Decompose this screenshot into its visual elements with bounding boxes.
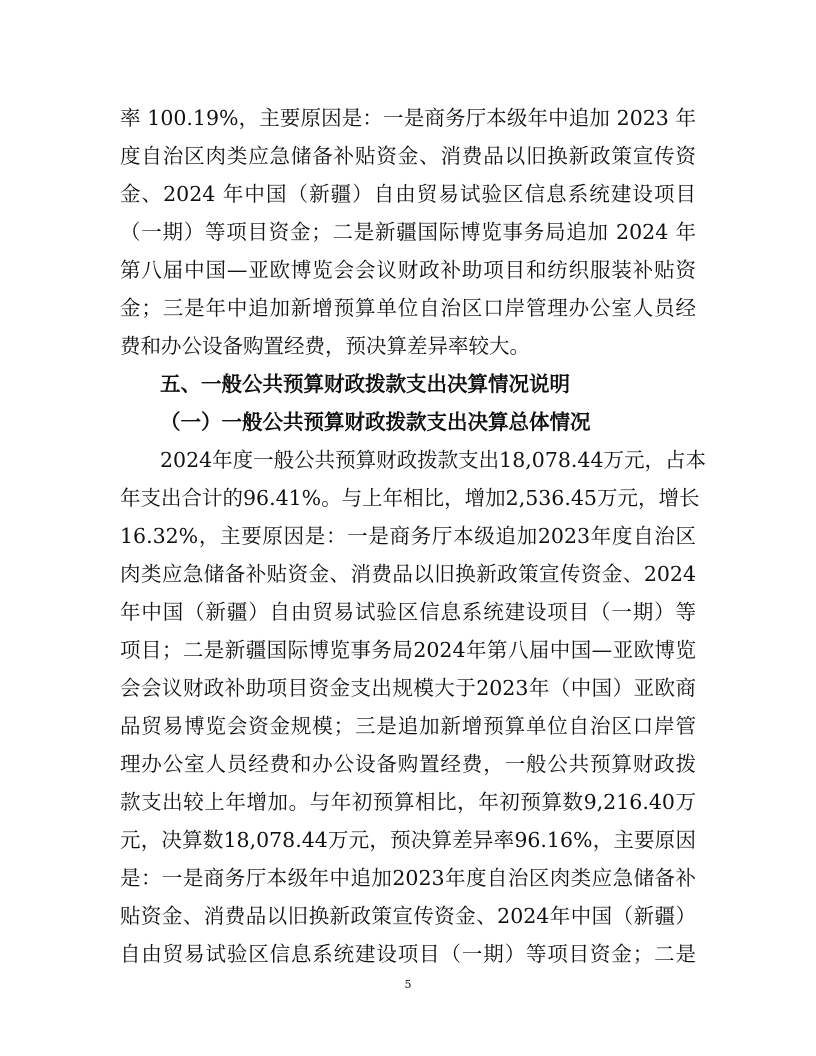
text-line: 第八届中国—亚欧博览会会议财政补助项目和纺织服装补贴资 (120, 258, 696, 282)
text-line: 年支出合计的96.41%。与上年相比，增加2,536.45万元，增长 (120, 486, 700, 510)
text-line: 16.32%，主要原因是：一是商务厅本级追加2023年度自治区 (120, 524, 696, 548)
text-line: 款支出较上年增加。与年初预算相比，年初预算数9,216.40万 (120, 790, 696, 814)
section-heading: 五、一般公共预算财政拨款支出决算情况说明 (160, 372, 570, 396)
text-line: 元，决算数18,078.44万元，预决算差异率96.16%，主要原因 (120, 828, 696, 852)
text-line: 度自治区肉类应急储备补贴资金、消费品以旧换新政策宣传资 (120, 144, 696, 168)
text-line: 贴资金、消费品以旧换新政策宣传资金、2024年中国（新疆） (120, 904, 696, 928)
text-line: （一期）等项目资金；二是新疆国际博览事务局追加 2024 年 (120, 220, 696, 244)
text-line: 品贸易博览会资金规模；三是追加新增预算单位自治区口岸管 (120, 714, 696, 738)
text-line: 费和办公设备购置经费，预决算差异率较大。 (120, 334, 530, 358)
page-number: 5 (404, 978, 412, 991)
text-line: 自由贸易试验区信息系统建设项目（一期）等项目资金；二是 (120, 942, 696, 966)
text-line: 年中国（新疆）自由贸易试验区信息系统建设项目（一期）等 (120, 600, 696, 624)
text-line: 会会议财政补助项目资金支出规模大于2023年（中国）亚欧商 (120, 676, 696, 700)
text-line: 理办公室人员经费和办公设备购置经费，一般公共预算财政拨 (120, 752, 696, 776)
text-line: 率 100.19%，主要原因是：一是商务厅本级年中追加 2023 年 (120, 106, 696, 130)
text-line: 金；三是年中追加新增预算单位自治区口岸管理办公室人员经 (120, 296, 696, 320)
text-line: 是：一是商务厅本级年中追加2023年度自治区肉类应急储备补 (120, 866, 696, 890)
text-line: 肉类应急储备补贴资金、消费品以旧换新政策宣传资金、2024 (120, 562, 696, 586)
text-line: 项目；二是新疆国际博览事务局2024年第八届中国—亚欧博览 (120, 638, 696, 662)
subsection-heading: （一）一般公共预算财政拨款支出决算总体情况 (160, 410, 591, 434)
text-line: 金、2024 年中国（新疆）自由贸易试验区信息系统建设项目 (120, 182, 696, 206)
text-line: 2024年度一般公共预算财政拨款支出18,078.44万元，占本 (160, 448, 707, 472)
